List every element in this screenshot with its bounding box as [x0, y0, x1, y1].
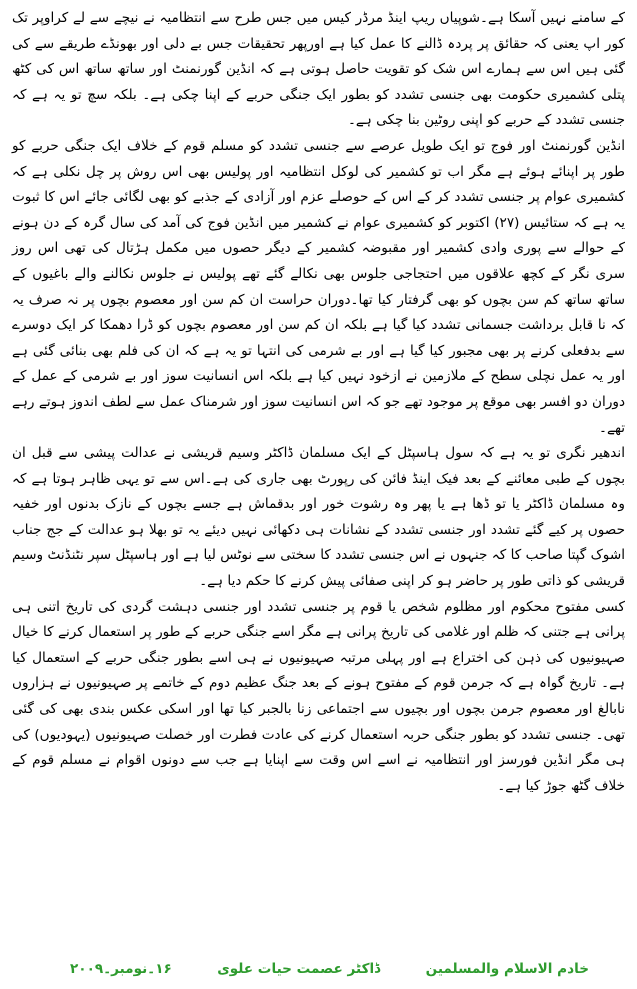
- paragraph-4: کسی مفتوح محکوم اور مظلوم شخص یا قوم پر جنسی تشدد اور جنسی دہشت گردی کی تاریخ اتنی ہی پرانی ہے جتنی کہ ظلم اور غلامی کی تاریخ پرانی ہے مگر اسے جنگی حربے کے طور پر استعمال کرنے کا خیال صہیونیوں کی ذہن کی اختراع ہے اور پہلی مرتبہ صہیونیوں نے ہی اسے بطور جنگی حربے کے استعمال کیا ہے۔ تاریخ گواہ ہے کہ جرمن قوم کے مفتوح ہونے کے بعد جنگ عظیم دوم کے خاتمے پر صہیونیوں نے ہزاروں نابالغ اور معصوم جرمن بچوں اور بچیوں سے اجتماعی زنا بالجبر کیا تھا اور اسکی عکس بندی بھی کی گئی تھی۔ جنسی تشدد کو بطور جنگی حربہ استعمال کرنے کی عادت فطرت اور خصلت صہیونیوں (یہودیوں) کی ہی مگر انڈین فورسز اور انتظامیہ نے اسے اس وقت سے اپنایا ہے جب سے دونوں اقوام نے مسلم قوم کے خلاف گٹھ جوڑ کیا ہے۔: [12, 598, 625, 794]
- paragraph-3: اندھیر نگری تو یہ ہے کہ سول ہاسپٹل کے ایک مسلمان ڈاکٹر وسیم قریشی نے عدالت پیشی سے قبل ان بچوں کے طبی معائنے کے بعد فیک اینڈ فائن کی رپورٹ بھی جاری کی ہے۔اس سے تو یہی ظاہر ہوتا ہے کہ وہ مسلمان ڈاکٹر یا تو ڈھا ہے یا پھر وہ رشوت خور اور بدقماش ہے جسے بچوں کے نازک بدنوں اور خفیہ حصوں پر کیے گئے تشدد اور جنسی تشدد کے نشانات ہی دکھائی نہیں دیئے یہ تو بھلا ہو عدالت کے جج جناب اشوک گپتا صاحب کا کہ جنہوں نے اس جنسی تشدد کا سختی سے نوٹس لیا ہے اور ہاسپٹل سپر نٹنڈنٹ وسیم قریشی کو ذاتی طور پر حاضر ہو کر اپنی صفائی پیش کرنے کا حکم دیا ہے۔: [12, 445, 625, 590]
- signature-author: ڈاکٹر عصمت حیات علوی: [217, 961, 381, 977]
- paragraph-1: کے سامنے نہیں آسکا ہے۔شوپیاں ریپ اینڈ مرڈر کیس میں جس طرح سے انتظامیہ نے نیچے سے لے کراوپر تک کور اپ یعنی کہ حقائق پر پردہ ڈالنے کا عمل کیا ہے اورپھر تحقیقات جس بے دلی اور بھونڈے طریقے سے کی گئی ہیں اس سے ہمارے اس شک کو تقویت حاصل ہوتی ہے کہ انڈین گورنمنٹ اور ساتھ ساتھ اس کی کٹھ پتلی کشمیری حکومت بھی جنسی تشدد کو بطور ایک جنگی حربے کے اپنا چکی ہے۔ بلکہ سچ تو یہ ہے کہ جنسی تشدد کے حربے کو اپنی روٹین بنا چکی ہے۔: [12, 10, 625, 129]
- signature-date: ۱۶۔نومبر۔۲۰۰۹: [70, 961, 172, 977]
- signature-title: خادم الاسلام والمسلمین: [425, 961, 589, 977]
- paragraph-2: انڈین گورنمنٹ اور فوج تو ایک طویل عرصے سے جنسی تشدد کو مسلم قوم کے خلاف ایک جنگی حربے کو طور پر اپنائے ہوئے ہے مگر اب تو کشمیر کی لوکل انتظامیہ اور پولیس بھی اس روش پر چل نکلی ہے کہ کشمیری عوام پر جنسی تشدد کر کے اس کے حوصلے عزم اور آزادی کے جذبے کو بھی لگائی جائے اس کا ثبوت یہ ہے کہ ستائیس (۲۷) اکتوبر کو کشمیری عوام نے کشمیر میں انڈین فوج کی آمد کی سال گرہ کے دن ہونے کے حوالے سے پوری وادی کشمیر اور مقبوضہ کشمیر کے دیگر حصوں میں مکمل ہڑتال کی تھی اس روز سری نگر کے کچھ علاقوں میں احتجاجی جلوس بھی نکالے گئے تھے پولیس نے جلوس نکالنے والے باغیوں کے ساتھ ساتھ کم سن بچوں کو بھی گرفتار کیا تھا۔دوران حراست ان کم سن اور معصوم بچوں پر نہ صرف یہ کہ نا قابل برداشت جسمانی تشدد کیا گیا ہے بلکہ ان کم سن اور معصوم بچوں کو ڈرا دھمکا کر ایک دوسرے سے بدفعلی کرنے پر بھی مجبور کیا گیا ہے اور بے شرمی کی انتہا تو یہ ہے کہ ان کی فلم بھی بنائی گئی ہے اور یہ عمل نچلی سطح کے ملازمین نے ازخود نہیں کیا ہے بلکہ اس انسانیت سوز اور بے شرمی کے عمل کے دوران دو افسر بھی موقع پر موجود تھے جو کہ اس انسانیت سوز اور شرمناک عمل سے لطف اندوز ہوتے رہے تھے۔: [12, 137, 625, 436]
- signature-line: [0, 956, 637, 982]
